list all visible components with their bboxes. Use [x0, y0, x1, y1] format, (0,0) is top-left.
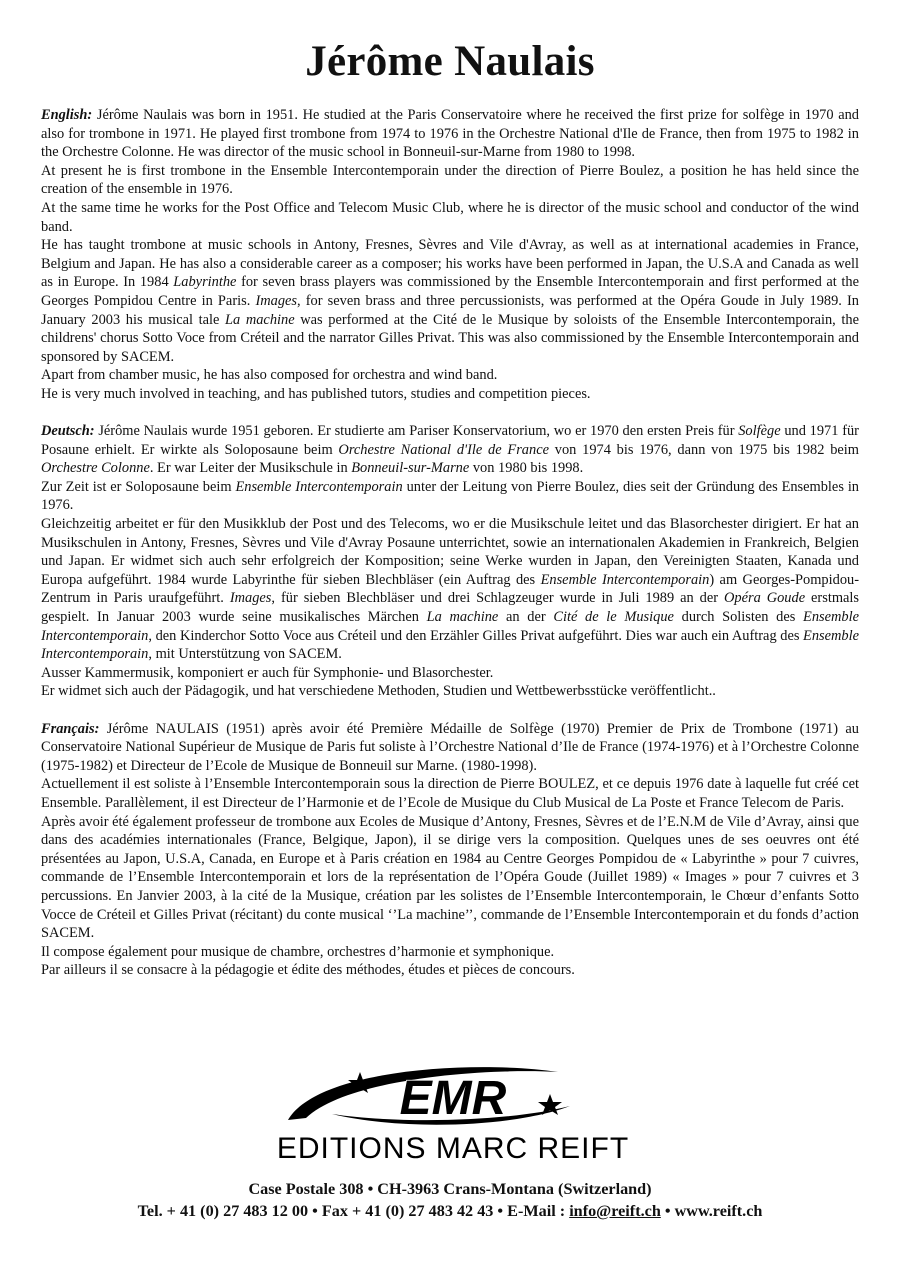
english-section: [41, 106, 859, 404]
contact-phone-fax: Tel. + 41 (0) 27 483 12 00 • Fax + 41 (0) 27 483 42 43 • E-Mail :: [137, 1202, 570, 1220]
english-paragraph-2: At present he is first trombone in the Ensemble Intercontemporain under the direction of Pierre Boulez, a position he has held since the creation of the ensemble in 1976.: [41, 162, 859, 198]
english-paragraph-5: Apart from chamber music, he has also composed for orchestra and wind band.: [41, 367, 498, 384]
logo-mark-text: EMR: [399, 1072, 507, 1125]
deutsch-paragraph-4: Ausser Kammermusik, komponiert er auch für Symphonie- und Blasorchester.: [41, 664, 494, 681]
francais-paragraph-3: Après avoir été également professeur de trombone aux Ecoles de Musique d’Antony, Fresnes, Sèvres et de l’E.N.M de Vile d’Avray, ainsi que dans des académies internationales (France, Belgique, Japon), il se dirige vers la composition. Quelques unes de ses oeuvres ont été présentées au Japon, U.S.A, Canada, en Europe et à Paris création en 1984 au Centre Georges Pompidou de « Labyrinthe » pour 7 cuivres, commande de l’Ensemble Intercontemporain et lors de la représentation de l’Opéra Goude (Juillet 1989) « Images » pour 7 cuivres et 3 percussions. En Janvier 2003, à la cité de la Musique, création par les solistes de l’Ensemble Intercontemporain, le Chœur d’enfants Sotto Vocce de Créteil et Gilles Privat (récitant) du conte musical ‘’La machine’’, commande de l’Ensemble Intercontemporain et du fonds d’action SACEM.: [41, 813, 859, 942]
emr-logo: [228, 1062, 678, 1166]
page-title: Jérôme Naulais: [305, 38, 595, 85]
francais-paragraph-2: Actuellement il est soliste à l’Ensemble Intercontemporain sous la direction de Pierre BOULEZ, et ce depuis 1976 date à laquelle fut créé cet Ensemble. Parallèlement, il est Directeur de l’Harmonie et de l’Ecole de Musique du Club Musical de La Poste et France Telecom de Paris.: [41, 776, 859, 811]
francais-section: [41, 720, 859, 980]
contact-address: Case Postale 308 • CH-3963 Crans-Montana (Switzerland): [248, 1180, 652, 1198]
francais-label: Français:: [41, 720, 100, 737]
deutsch-paragraph-1: Deutsch: Jérôme Naulais wurde 1951 geboren. Er studierte am Pariser Konservatorium, wo er 1970 den ersten Preis für Solfège und 1971 für Posaune erhielt. Er wirkte als Soloposaune beim Orchestre National d'Ile de France von 1974 bis 1976, dann von 1975 bis 1982 beim Orchestre Colonne. Er war Leiter der Musikschule in Bonneuil-sur-Marne von 1980 bis 1998.: [41, 423, 859, 477]
english-paragraph-3: At the same time he works for the Post Office and Telecom Music Club, where he is director of the music school and conductor of the wind band.: [41, 199, 859, 235]
francais-paragraph-1: Français: Jérôme NAULAIS (1951) après avoir été Première Médaille de Solfège (1970) Premier de Prix de Trombone (1971) au Conservatoire National Supérieur de Musique de Paris fut soliste à l’Orchestre National d’Ile de France (1974-1976) et à l’Orchestre Colonne (1975-1982) et Directeur de l’Ecole de Musique de Bonneuil sur Marne. (1980-1998).: [41, 720, 859, 774]
contact-line: [0, 1202, 900, 1221]
deutsch-label: Deutsch:: [41, 423, 95, 440]
deutsch-section: [41, 422, 859, 701]
deutsch-paragraph-5: Er widmet sich auch der Pädagogik, und hat verschiedene Methoden, Studien und Wettbewerbsstücke veröffentlicht..: [41, 683, 716, 700]
logo-publisher-text: EDITIONS MARC REIFT: [276, 1132, 630, 1165]
english-paragraph-4: He has taught trombone at music schools in Antony, Fresnes, Sèvres and Vile d'Avray, as well as at international academies in France, Belgium and Japan. He has also a considerable career as a composer; his works have been performed in Japan, the U.S.A and Canada as well as in Europe. In 1984 Labyrinthe for seven brass players was commissioned by the Ensemble Intercontemporain and first performed at the Georges Pompidou Centre in Paris. Images, for seven brass and three percussionists, was performed at the Opéra Goude in July 1989. In January 2003 his musical tale La machine was performed at the Cité de le Musique by soloists of the Ensemble Intercontemporain, the childrens' chorus Sotto Voce from Créteil and the narrator Gilles Privat. This was also commissioned by the Ensemble Intercontemporain and sponsored by SACEM.: [41, 237, 859, 365]
english-label: English:: [41, 107, 93, 123]
francais-paragraph-5: Par ailleurs il se consacre à la pédagogie et édite des méthodes, études et pièces de concours.: [41, 962, 575, 979]
english-paragraph-6: He is very much involved in teaching, and has published tutors, studies and competition pieces.: [41, 385, 591, 402]
biography-body: [41, 106, 859, 980]
francais-paragraph-4: Il compose également pour musique de chambre, orchestres d’harmonie et symphonique.: [41, 943, 555, 960]
email-link[interactable]: info@reift.ch: [569, 1202, 661, 1220]
english-paragraph-1: English: Jérôme Naulais was born in 1951. He studied at the Paris Conservatoire where he received the first prize for solfège in 1970 and also for trombone in 1971. He played first trombone from 1974 to 1976 in the Orchestre National d'Ile de France, then from 1975 to 1982 in the Orchestre Colonne. He was director of the music school in Bonneuil-sur-Marne from 1980 to 1998.: [41, 107, 859, 161]
website-link[interactable]: • www.reift.ch: [660, 1202, 763, 1220]
deutsch-paragraph-3: Gleichzeitig arbeitet er für den Musikklub der Post und des Telecoms, wo er die Musikschule leitet und das Blasorchester dirigiert. Er hat an Musikschulen in Antony, Fresnes, Sèvres und Vile d'Avray Posaune unterrichtet, sowie an internationalen Akademien in Frankreich, Belgien und Japan. Er widmet sich auch sehr erfolgreich der Komposition; seine Werke wurden in Japan, den Vereinigten Staaten, Kanada und Europa aufgeführt. 1984 wurde Labyrinthe für sieben Blechbläser (ein Auftrag des Ensemble Intercontemporain) am Georges-Pompidou-Zentrum in Paris uraufgeführt. Images, für sieben Blechbläser und drei Schlagzeuger wurde in Juli 1989 an der Opéra Goude erstmals gespielt. In Januar 2003 wurde seine musikalisches Märchen La machine an der Cité de le Musique durch Solisten des Ensemble Intercontemporain, den Kinderchor Sotto Voce aus Créteil und den Erzähler Gilles Privat aufgeführt. Dies war auch ein Auftrag des Ensemble Intercontemporain, mit Unterstützung von SACEM.: [41, 516, 860, 663]
deutsch-paragraph-2: Zur Zeit ist er Soloposaune beim Ensemble Intercontemporain unter der Leitung von Pierre Boulez, dies seit der Gründung des Ensembles in 1976.: [41, 478, 860, 514]
